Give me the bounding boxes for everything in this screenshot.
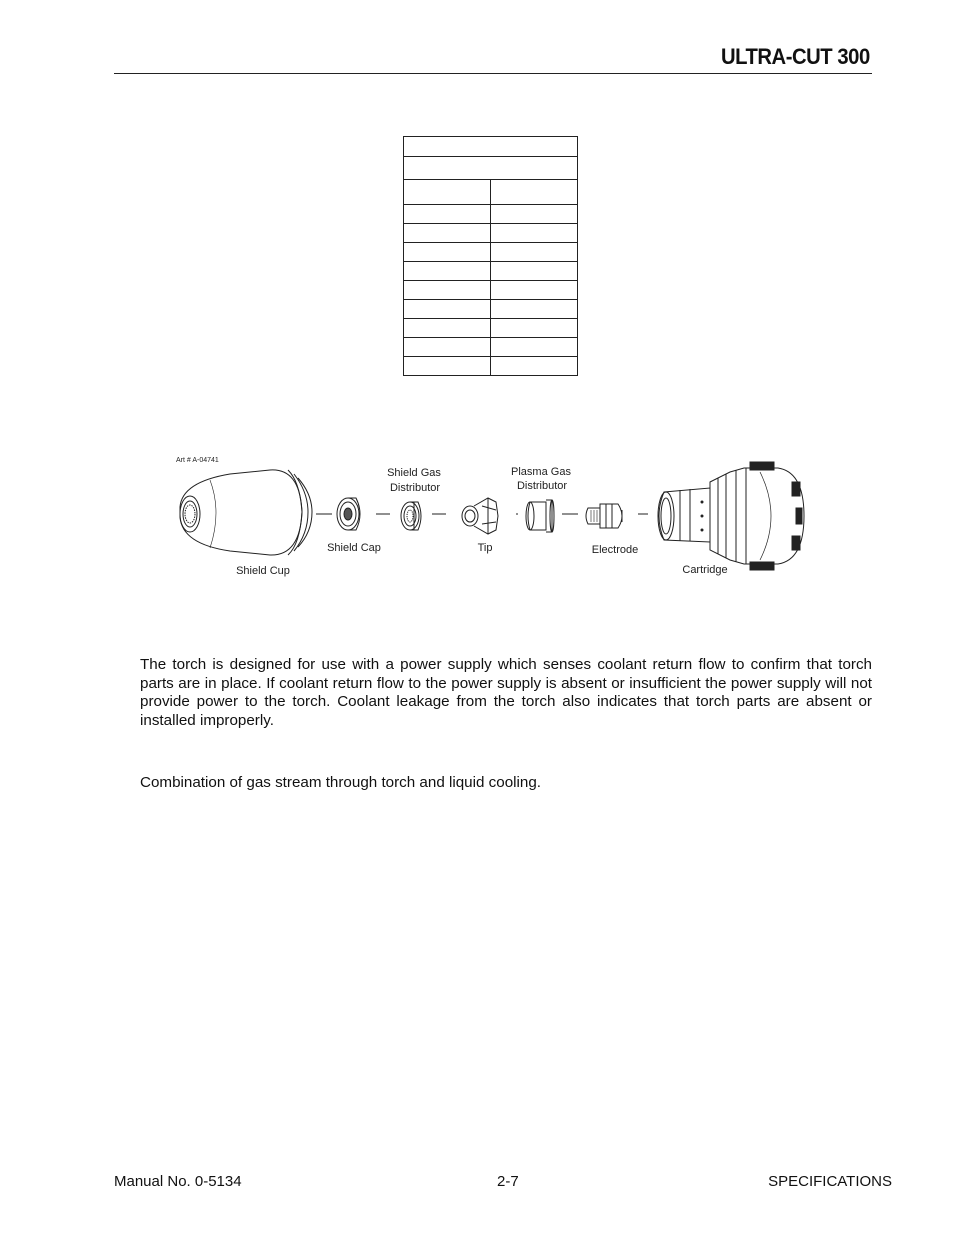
table-title-row <box>404 137 578 157</box>
plasma-gas-distributor-icon <box>526 500 554 532</box>
label-plasma-gas-distributor-2: Distributor <box>516 480 568 492</box>
label-shield-cup: Shield Cup <box>236 565 290 577</box>
tip-icon <box>462 498 498 534</box>
table-row <box>404 357 578 376</box>
electrode-icon <box>586 504 622 528</box>
table-row <box>404 300 578 319</box>
label-shield-gas-distributor-2: Distributor <box>389 482 441 494</box>
table-subtitle-row <box>404 157 578 180</box>
page-header-title: ULTRA-CUT 300 <box>721 44 870 69</box>
torch-parts-diagram <box>170 452 820 587</box>
table-row <box>404 281 578 300</box>
cooling-paragraph: Combination of gas stream through torch and liquid cooling. <box>140 774 542 792</box>
table-header-row <box>404 180 578 205</box>
table-row <box>404 262 578 281</box>
table-row <box>404 338 578 357</box>
shield-cap-icon <box>337 498 360 530</box>
table-row <box>404 243 578 262</box>
coolant-paragraph: The torch is designed for use with a power supply which senses coolant return flow to confirm that torch parts are in place. If coolant return flow to the power supply is absent or insufficient the power supply will not provide power to the torch. Coolant leakage from the torch also indicates that torch parts are absent or installed improperly. <box>140 656 872 729</box>
label-cartridge: Cartridge <box>682 564 728 576</box>
table-row <box>404 224 578 243</box>
header-rule <box>114 73 872 74</box>
label-shield-gas-distributor: Shield Gas <box>387 467 441 479</box>
label-electrode: Electrode <box>591 544 639 556</box>
shield-cup-icon <box>180 470 312 555</box>
table-row <box>404 319 578 338</box>
label-plasma-gas-distributor: Plasma Gas <box>511 466 571 478</box>
label-shield-cap: Shield Cap <box>327 542 381 554</box>
table-row <box>404 205 578 224</box>
cartridge-icon <box>658 462 804 570</box>
footer-section: SPECIFICATIONS <box>768 1173 892 1190</box>
footer-page-number: 2-7 <box>497 1173 519 1190</box>
shield-gas-distributor-icon <box>401 502 421 530</box>
label-tip: Tip <box>477 542 493 554</box>
footer-manual-number: Manual No. 0-5134 <box>114 1173 242 1190</box>
spec-table <box>403 136 578 376</box>
art-number: Art # A-04741 <box>176 457 219 464</box>
